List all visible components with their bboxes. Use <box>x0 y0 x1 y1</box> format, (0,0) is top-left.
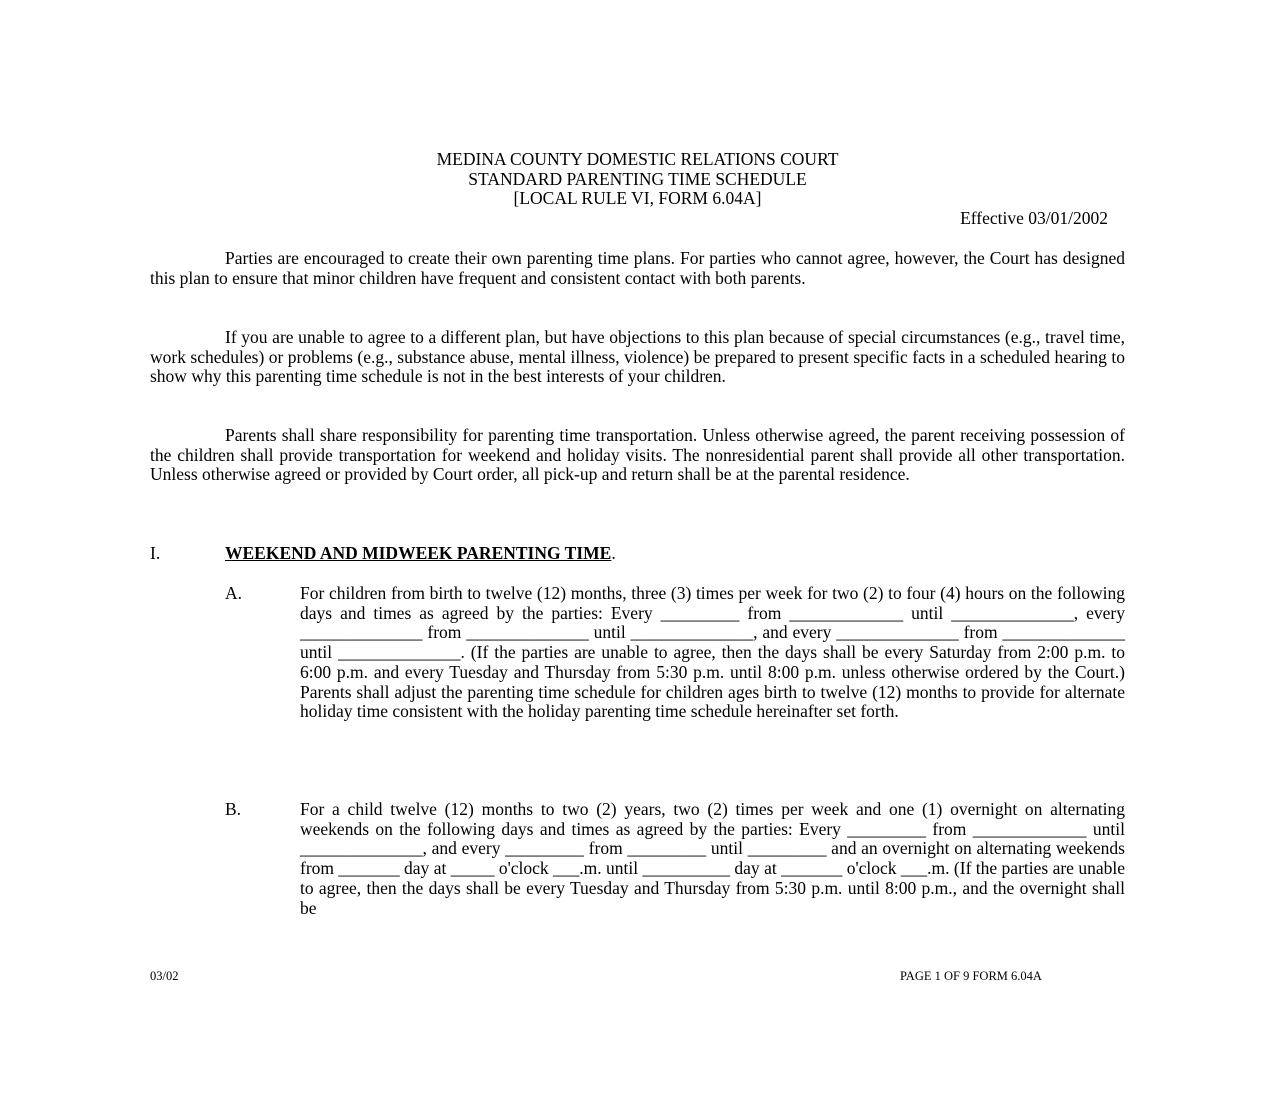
item-text: For children from birth to twelve (12) months, three (3) times per week for two (2) to four (4) hours on the following days and times as agreed by the parties: Every _________ from _____________ until ______________, every ______________ from ______________ until ______________, and every ______________ from ______________ until ______________. (If the parties are unable to agree, then the days shall be every Saturday from 2:00 p.m. to 6:00 p.m. and every Tuesday and Thursday from 5:30 p.m. until 8:00 p.m. unless otherwise ordered by the Court.) Parents shall adjust the parenting time schedule for children ages birth to twelve (12) months to provide for alternate holiday time consistent with the holiday parenting time schedule hereinafter set forth. <box>300 583 1125 722</box>
footer-date: 03/02 <box>150 969 179 983</box>
section-number: I. <box>150 543 161 563</box>
section-heading <box>150 544 616 564</box>
document-title: STANDARD PARENTING TIME SCHEDULE <box>468 168 807 189</box>
intro-paragraph <box>150 249 1125 288</box>
objections-paragraph <box>150 328 1125 387</box>
transportation-paragraph <box>150 426 1125 485</box>
court-name: MEDINA COUNTY DOMESTIC RELATIONS COURT <box>436 149 839 169</box>
section-title-period: . <box>611 543 616 563</box>
item-letter: B. <box>225 799 242 819</box>
intro-paragraph-text: Parties are encouraged to create their own parenting time plans. For parties who cannot agree, however, the Court has designed this plan to ensure that minor children have frequent and consistent contact with both parents. <box>150 248 1125 288</box>
objections-paragraph-text: If you are unable to agree to a different plan, but have objections to this plan because of special circumstances (e.g., travel time, work schedules) or problems (e.g., substance abuse, mental illness, violence) be prepared to present specific facts in a scheduled hearing to show why this parenting time schedule is not in the best interests of your children. <box>150 327 1125 387</box>
footer-page-number: PAGE 1 OF 9 FORM 6.04A <box>900 969 1042 983</box>
section-title: WEEKEND AND MIDWEEK PARENTING TIME <box>225 543 612 563</box>
item-letter: A. <box>225 583 243 603</box>
rule-reference: [LOCAL RULE VI, FORM 6.04A] <box>513 188 762 209</box>
item-text: For a child twelve (12) months to two (2) years, two (2) times per week and one (1) overnight on alternating weekends on the following days and times as agreed by the parties: Every _________ from _____________ until ______________, and every _________ from _________ until _________ and an overnight on alternating weekends from _______ day at _____ o'clock ___.m. until __________ day at _______ o'clock ___.m. (If the parties are unable to agree, then the days shall be every Tuesday and Thursday from 5:30 p.m. until 8:00 p.m., and the overnight shall be <box>300 799 1125 918</box>
effective-date: Effective 03/01/2002 <box>960 208 1108 228</box>
transportation-paragraph-text: Parents shall share responsibility for parenting time transportation. Unless otherwise agreed, the parent receiving possession of the children shall provide transportation for weekend and holiday visits. The nonresidential parent shall provide all other transportation. Unless otherwise agreed or provided by Court order, all pick-up and return shall be at the parental residence. <box>150 425 1125 485</box>
document-header <box>150 150 1125 209</box>
